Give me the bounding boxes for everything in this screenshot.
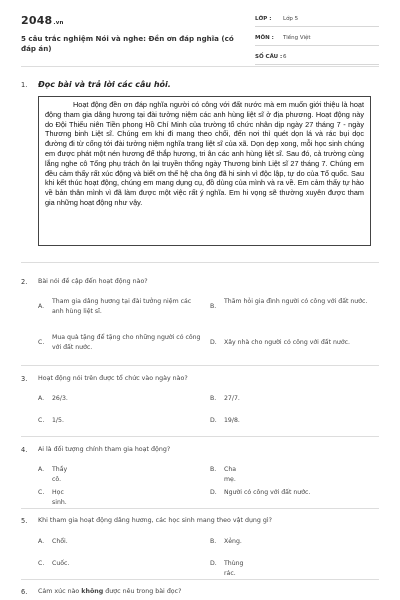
option-letter: C. [38, 417, 45, 424]
option-letter: A. [38, 538, 45, 545]
option-letter: D. [210, 417, 217, 424]
option-text: Mua quà tặng để tặng cho những người có công với đất nước. [52, 334, 201, 351]
option-letter: A. [38, 303, 45, 310]
option-letter: A. [38, 466, 45, 473]
option-letter: B. [210, 303, 217, 310]
reading-passage: Hoạt động đền ơn đáp nghĩa người có công với đất nước mà em muốn giới thiệu là hoạt động tham gia dâng hương tại đài tưởng niệm các anh hùng liệt sĩ ở địa phương. Hoạt động này do Đội Thiếu niên Tiền phong Hồ Chí Minh của trường tổ chức nhân dịp ngày 27 tháng 7 - ngày Thương binh Liệt sĩ. Chúng em khi đi mang theo chổi, đến nơi thì quét dọn lá và rác bụi dọc đường đi từ cổng tới đài tưởng niệm nghĩa trang liệt sĩ của xã. Dọn dẹp xong, mỗi học sinh chúng em được phát một nén hương để thắp hương, tri ân các anh hùng liệt sĩ. Sau đó, cả trường cùng lắng nghe cô Tổng phụ trách ôn lại truyền thống ngày Thương binh Liệt sĩ 27 tháng 7. Chúng em đều cảm thấy rất xúc động và biết ơn thế hệ cha ông đã hi sinh vì độc lập, tự do của Tổ quốc. Sau khi kết thúc hoạt động, chúng em mang dụng cụ, đồ dùng của mình và ra về. Em cảm thấy tự hào về bản thân mình vì đã làm được một việc rất ý nghĩa. Em hi vọng sẽ thường xuyên được tham gia những hoạt động như vậy. [38, 96, 371, 246]
option-letter: B. [210, 538, 217, 545]
meta-value: Lớp 5 [283, 16, 299, 22]
option-letter: B. [210, 395, 217, 402]
option-letter: C. [38, 339, 45, 346]
question-text [38, 588, 181, 595]
question-number: 1. [21, 81, 28, 89]
question-divider [21, 508, 379, 509]
question-text-emphasis: không [81, 588, 104, 595]
option-text: 26/3. [52, 395, 68, 402]
meta-panel [255, 14, 379, 71]
option-text: 27/7. [224, 395, 240, 402]
question-divider [21, 436, 379, 437]
option-letter: D. [210, 489, 217, 496]
question-text-part: được nêu trong bài đọc? [103, 588, 182, 595]
meta-row-count [255, 52, 379, 65]
option-letter: C. [38, 560, 45, 567]
option-text: Học sinh. [52, 489, 67, 506]
question-prompt: Đọc bài và trả lời các câu hỏi. [38, 80, 171, 89]
page-title: 5 câu trắc nghiệm Nói và nghe: Đền ơn đáp nghĩa (có đáp án) [21, 34, 234, 53]
option-letter: C. [38, 489, 45, 496]
question-number: 5. [21, 517, 28, 525]
question-divider [21, 262, 379, 263]
option-letter: A. [38, 395, 45, 402]
question-divider [21, 579, 379, 580]
option-letter: D. [210, 339, 217, 346]
option-letter: B. [210, 466, 217, 473]
question-text: Ai là đối tượng chính tham gia hoạt động? [38, 446, 171, 453]
question-text-part: Cảm xúc nào [38, 588, 82, 595]
question-text: Hoạt động nói trên được tổ chức vào ngày nào? [38, 375, 188, 382]
option-text: Xây nhà cho người có công với đất nước. [224, 339, 350, 346]
option-text: Chổi. [52, 538, 68, 545]
question-divider [21, 365, 379, 366]
meta-value: Tiếng Việt [283, 35, 311, 41]
option-text: Thùng rác. [224, 560, 244, 577]
logo-text: 2048 [21, 14, 53, 27]
option-text: Tham gia dâng hương tại đài tưởng niệm các anh hùng liệt sĩ. [52, 298, 192, 315]
meta-key: LỚP : [255, 16, 272, 22]
option-text: Thăm hỏi gia đình người có công với đất nước. [224, 298, 368, 305]
question-number: 4. [21, 446, 28, 454]
question-number: 3. [21, 375, 28, 383]
option-letter: D. [210, 560, 217, 567]
meta-key: SỐ CÂU : [255, 54, 283, 60]
option-text: Cuốc. [52, 560, 70, 567]
meta-row-grade [255, 14, 379, 27]
option-text: Thầy cô. [52, 466, 68, 483]
option-text: 19/8. [224, 417, 240, 424]
option-text: Xẻng. [224, 538, 242, 545]
meta-value: 6 [283, 54, 287, 60]
header-divider [21, 66, 379, 67]
question-text: Bài nói đề cập đến hoạt động nào? [38, 278, 148, 285]
site-logo[interactable] [21, 14, 64, 27]
question-number: 6. [21, 588, 28, 596]
meta-key: MÔN : [255, 35, 274, 41]
meta-row-subject [255, 33, 379, 46]
option-text: Cha mẹ. [224, 466, 237, 483]
question-number: 2. [21, 278, 28, 286]
option-text: Người có công với đất nước. [224, 489, 311, 496]
option-text: 1/5. [52, 417, 64, 424]
question-text: Khi tham gia hoạt động dâng hương, các học sinh mang theo vật dụng gì? [38, 517, 273, 524]
logo-suffix: .vn [53, 20, 64, 26]
